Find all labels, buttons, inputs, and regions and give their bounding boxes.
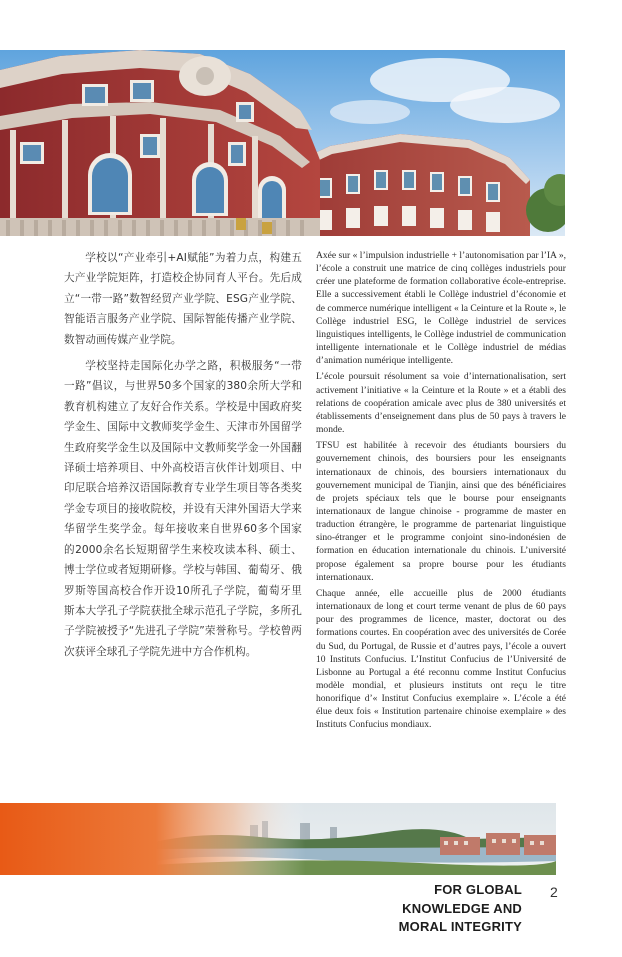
fr-paragraph-industry-colleges: Axée sur « l’impulsion industrielle + l’autonomisation par l’IA », l’école a construit une matrice de cinq collèges industriels pour créer une plateforme de formation collaborative école-entreprise. Elle a successivement établi le Collège industriel d’économie et de commerce numérique intelligent « la Ceinture et la Route », le Collège industriel ESG, le Collège industriel de services linguistiques intelligents, le Collège industriel de communication intelligente internationale et le Collège industriel de médias d’animation numérique intelligente. [316, 250, 566, 367]
campus-building-illustration [0, 50, 565, 236]
fr-paragraph-confucius-institutes: Chaque année, elle accueille plus de 2000 étudiants internationaux de long et court terme venant de plus de 60 pays pour des programmes de licence, master, doctorat ou des formations courtes. En coopération avec des universités de Corée du Sud, du Portugal, de Russie et d’autres pays, l’école a ouvert 10 Instituts Confucius. L’Institut Confucius de l’Université de Lisbonne au Portugal a été reconnu comme Institut Confucius modèle mondial, et plusieurs instituts ont reçu le titre honorifique d’« Institut Confucius exemplaire ». L’école a été élue deux fois « Institution partenaire chinoise exemplaire » des Instituts Confucius mondiaux. [316, 587, 566, 731]
fr-paragraph-internationalization: L’école poursuit résolument sa voie d’internationalisation, sert activement l’initiative « la Ceinture et la Route » et a établi des relations de coopération amicale avec plus de 380 universités et établissements d’enseignement dans plus de 50 pays à travers le monde. [316, 371, 566, 436]
campus-building-photo [0, 50, 565, 236]
lake-campus-panorama [0, 803, 556, 875]
banner-illustration [0, 803, 556, 875]
motto-line: MORAL INTEGRITY [398, 919, 522, 934]
motto-line: FOR GLOBAL [434, 882, 522, 897]
french-text-column [316, 249, 566, 735]
zh-paragraph-industry-colleges: 学校以“产业牵引+AI赋能”为着力点，构建五大产业学院矩阵，打造校企协同育人平台。先后成立“一带一路”数智经贸产业学院、ESG产业学院、智能语言服务产业学院、国际智能传播产业学院、数智动画传媒产业学院。 [64, 252, 302, 346]
fr-paragraph-scholarships: TFSU est habilitée à recevoir des étudiants boursiers du gouvernement chinois, des boursiers pour les enseignants internationaux de chinois, des boursiers internationaux du gouvernement municipal de Tianjin, ainsi que des bénéficiaires de projets spéciaux tels que le bourse pour enseignants internationaux de langue chinoise - programme de master en traduction étrangère, le programme de partenariat linguistique sino-étranger et le programme conjoint sino-indonésien de formation en éducation internationale du chinois. L’université propose également sa propre bourse pour les étudiants internationaux. [316, 440, 566, 583]
page-number: 2 [550, 884, 558, 900]
chinese-text-column [64, 248, 302, 668]
school-motto [360, 881, 522, 937]
zh-paragraph-internationalization: 学校坚持走国际化办学之路，积极服务“一带一路”倡议，与世界50多个国家的380余所大学和教育机构建立了友好合作关系。学校是中国政府奖学金生、国际中文教师奖学金生、天津市外国留学生政府奖学金生以及国际中文教师奖学金一外国翻译硕士培养项目、中外高校语言伙伴计划项目、中印尼联合培养汉语国际教育专业学生项目等各类奖学金专项目的接收院校，并设有天津外国语大学来华留学生奖学金。每年接收来自世界60多个国家的2000余名长短期留学生来校攻读本科、硕士、博士学位或者短期研修。学校与韩国、葡萄牙、俄罗斯等国高校合作开设10所孔子学院，葡萄牙里斯本大学孔子学院获批全球示范孔子学院，多所孔子学院被授予“先进孔子学院”荣誉称号。学校曾两次获评全球孔子学院先进中方合作机构。 [64, 360, 302, 658]
motto-line: KNOWLEDGE AND [402, 900, 522, 916]
